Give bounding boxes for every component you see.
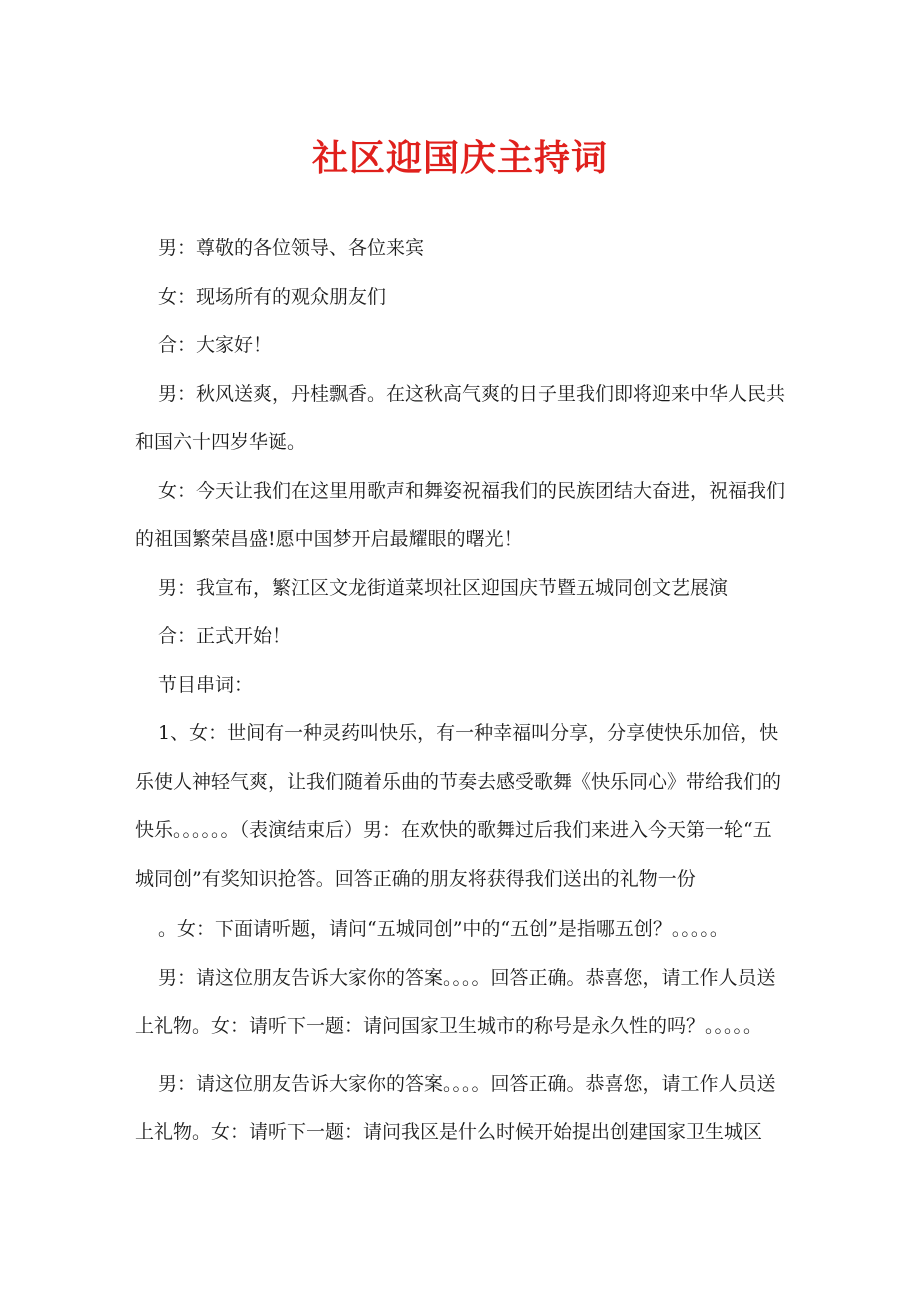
paragraph: 女：今天让我们在这里用歌声和舞姿祝福我们的民族团结大奋进，祝福我们的祖国繁荣昌盛!愿中国梦开启最耀眼的曙光！ [135, 479, 786, 550]
paragraph: 。女：下面请听题，请问“五城同创”中的“五创”是指哪五创？。。。。。 [158, 918, 729, 940]
paragraph: 男：请这位朋友告诉大家你的答案。。。。回答正确。恭喜您，请工作人员送上礼物。女：请听下一题：请问我区是什么时候开始提出创建国家卫生城区 [135, 1072, 776, 1143]
paragraph: 节目串词： [158, 673, 254, 696]
paragraph: 合：大家好！ [158, 334, 273, 356]
paragraph: 女：现场所有的观众朋友们 [158, 285, 387, 308]
paragraph: 男：我宣布，繁江区文龙街道菜坝社区迎国庆节暨五城同创文艺展演 [158, 576, 729, 599]
document-title: 社区迎国庆主持词 [311, 138, 608, 179]
paragraph: 合：正式开始！ [158, 625, 292, 647]
paragraph: 男：秋风送爽，丹桂飘香。在这秋高气爽的日子里我们即将迎来中华人民共和国六十四岁华诞。 [135, 382, 786, 453]
document-body [135, 224, 790, 1157]
paragraph: 1、女：世间有一种灵药叫快乐，有一种幸福叫分享，分享使快乐加倍，快乐使人神轻气爽，让我们随着乐曲的节奏去感受歌舞《快乐同心》带给我们的快乐。。。。。。（表演结束后）男：在欢快的歌舞过后我们来进入今天第一轮“五城同创”有奖知识抢答。回答正确的朋友将获得我们送出的礼物一份 [135, 722, 782, 890]
paragraph: 男：尊敬的各位领导、各位来宾 [158, 237, 425, 259]
paragraph: 男：请这位朋友告诉大家你的答案。。。。回答正确。恭喜您，请工作人员送上礼物。女：请听下一题：请问国家卫生城市的称号是永久性的吗？。。。。。 [135, 966, 776, 1037]
